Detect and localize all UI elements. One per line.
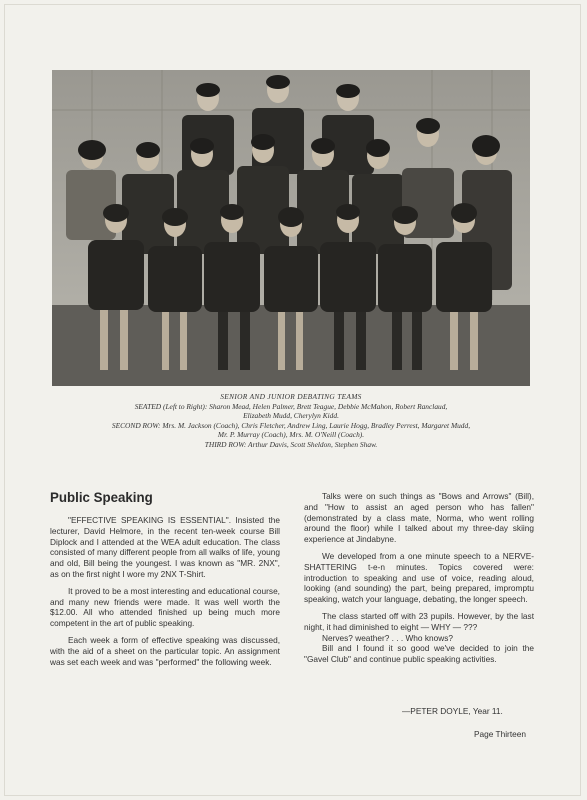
caption-third-row: THIRD ROW: Arthur Davis, Scott Sheldon, Stephen Shaw. [204,439,378,449]
caption-second-row-line-2: Mr. P. Murray (Coach), Mrs. M. O'Neill (Coach). [217,430,365,440]
article-paragraph: The class started off with 23 pupils. However, by the last night, it had diminished to eight — WHY — ??? [304,610,534,632]
caption-seated-line-1: SEATED (Left to Right): Sharon Mead, Helen Palmer, Brett Teague, Debbie McMahon, Robert Ranclaud, [134,401,448,411]
article-paragraph: "EFFECTIVE SPEAKING IS ESSENTIAL". Insisted the lecturer, David Helmore, in the recent ten-week course Bill Diplock and I attended at the WEA adult education. The class consisted of many different people from all walks of life, young and old, Bill being the youngest. I was known as "MR. 2NX", as on the first night I wore my 2NX T-Shirt. [50,515,280,579]
caption-second-row-line-1: SECOND ROW: Mrs. M. Jackson (Coach), Chris Fletcher, Andrew Ling, Laurie Hogg, Bradley Perrest, Margaret Mudd, [111,420,471,430]
article-paragraph: Each week a form of effective speaking was discussed, with the aid of a sheet on the particular topic. An assignment was set each week and was "performed" the following week. [50,634,280,667]
article-paragraph: Bill and I found it so good we've decided to join the "Gavel Club" and continue public speaking activities. [304,643,534,665]
caption-title: SENIOR AND JUNIOR DEBATING TEAMS [220,392,362,401]
article-left-column [50,515,280,673]
article-heading: Public Speaking [50,489,153,505]
article-signature: —PETER DOYLE, Year 11. [402,706,503,716]
article-right-column [304,491,534,671]
article-paragraph: It proved to be a most interesting and educational course, and many new friends were made. It was well worth the $12.00. All who attended finished up being much more competent in the art of public speaking. [50,585,280,629]
article-paragraph: Nerves? weather? . . . Who knows? [322,632,453,643]
photo-caption [52,392,530,450]
caption-seated-line-2: Elizabeth Mudd, Cherylyn Kidd. [243,411,339,421]
page-number: Page Thirteen [474,729,526,739]
article-paragraph: We developed from a one minute speech to a NERVE-SHATTERING t-e-n minutes. Topics covered were: introduction to speaking and use of voice, reading aloud, looking (and sounding) the part, being prepared, impromptu speaking, watch your language, debating, the longer speech. [304,550,534,605]
debating-teams-photo [52,70,530,386]
article-paragraph: Talks were on such things as "Bows and Arrows" (Bill), and "How to assist an aged person who has fallen" (demonstrated by a class mate, Norma, who went rolling around the floor) while I talked about my three-day skiing experience at Jindabyne. [304,491,534,545]
